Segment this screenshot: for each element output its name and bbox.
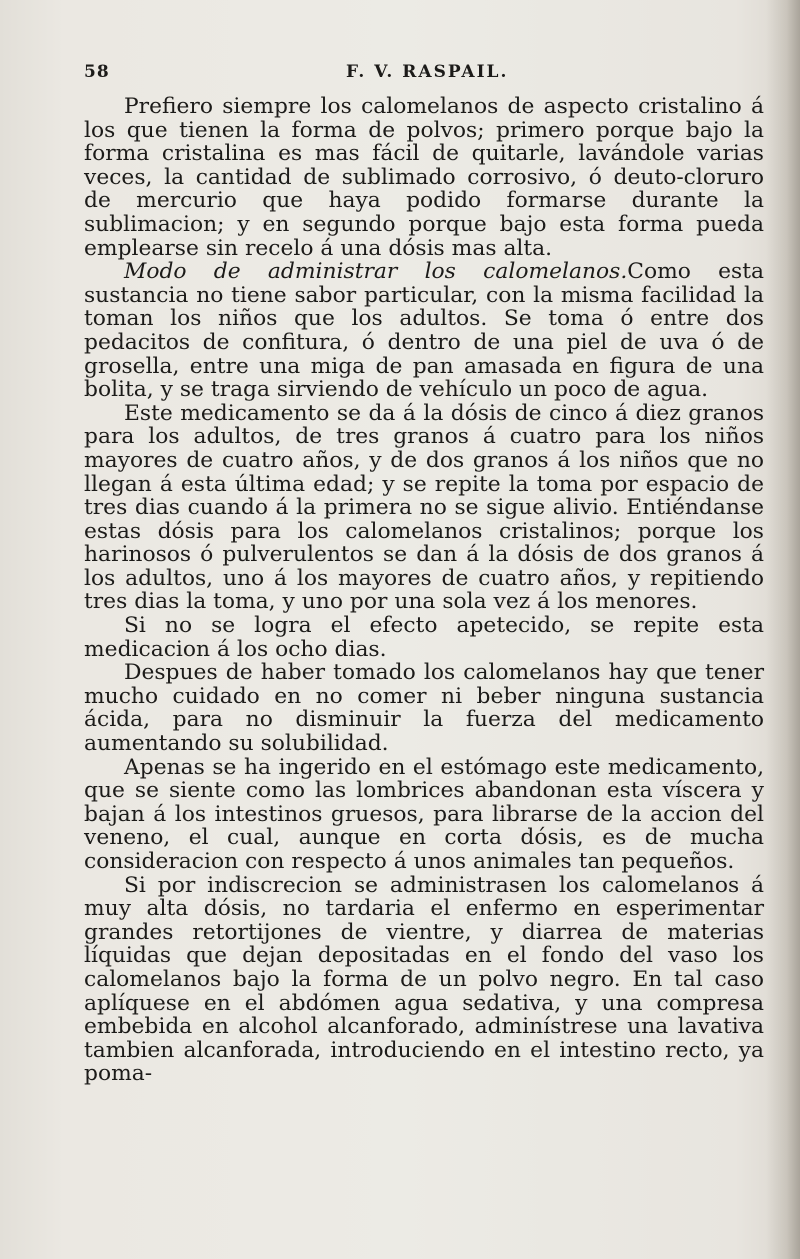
section-lead: Como esta sustancia	[84, 259, 764, 308]
running-head: F. V. RASPAIL.	[346, 62, 509, 82]
body-text	[84, 95, 764, 1086]
paragraph: Este medicamento se da á la dósis de cinco á diez granos para los adultos, de tres granos á cuatro para los niños mayores de cuatro años, y de dos granos á los niños que no llegan á esta última edad; y se repite la toma por espacio de tres dias cuando á la primera no se sigue alivio. Entiéndanse estas dósis para los calomelanos cristalinos; porque los harinosos ó pulverulentos se dan á la dósis de dos granos á los adultos, uno á los mayores de cuatro años, y repitiendo tres dias la toma, y uno por una sola vez á los menores.	[84, 400, 764, 615]
paragraph: Apenas se ha ingerido en el estómago este medicamento, que se siente como las lombrices abandonan esta víscera y bajan á los intestinos gruesos, para librarse de la accion del veneno, el cual, aunque en corta dósis, es de mucha consideracion con respecto á unos animales tan pequeños.	[84, 754, 764, 874]
page-number: 58	[84, 62, 110, 82]
section-heading: Modo de administrar los calomelanos.	[124, 259, 628, 285]
paragraph: Despues de haber tomado los calomelanos hay que tener mucho cuidado en no comer ni beber ninguna sustancia ácida, para no disminuir la fuerza del medicamento aumentando su solubilidad.	[84, 660, 764, 757]
paragraph: Prefiero siempre los calomelanos de aspecto cristalino á los que tienen la forma de polvos; primero porque bajo la forma cristalina es mas fácil de quitarle, lavándole varias veces, la cantidad de sublimado corrosivo, ó deuto-cloruro de mercurio que haya podido formarse durante la sublimacion; y en segundo porque bajo esta forma pueda emplearse sin recelo á una dósis mas alta.	[84, 94, 764, 261]
page-header	[84, 62, 744, 86]
paragraph: Si no se logra el efecto apetecido, se repite esta medicacion á los ocho dias.	[84, 613, 764, 662]
paragraph: Si por indiscrecion se administrasen los calomelanos á muy alta dósis, no tardaria el enfermo en esperimentar grandes retortijones de vientre, y diarrea de materias líquidas que dejan depositadas en el fondo del vaso los calomelanos bajo la forma de un polvo negro. En tal caso aplíquese en el abdómen agua sedativa, y una compresa embebida en alcohol alcanforado, adminístrese una lavativa tambien alcanforada, introduciendo en el intestino recto, ya poma-	[84, 872, 764, 1087]
section-paragraph	[84, 260, 764, 402]
page-edge-shadow	[766, 0, 800, 1259]
paragraph-continuation: no tiene sabor particular, con la misma facilidad la toman los niños que los adultos. Se toma ó entre dos pedacitos de confitura, ó dentro de una piel de uva ó de grosella, entre una miga de pan amasada en figura de una bolita, y se traga sirviendo de vehículo un poco de agua.	[84, 282, 764, 403]
